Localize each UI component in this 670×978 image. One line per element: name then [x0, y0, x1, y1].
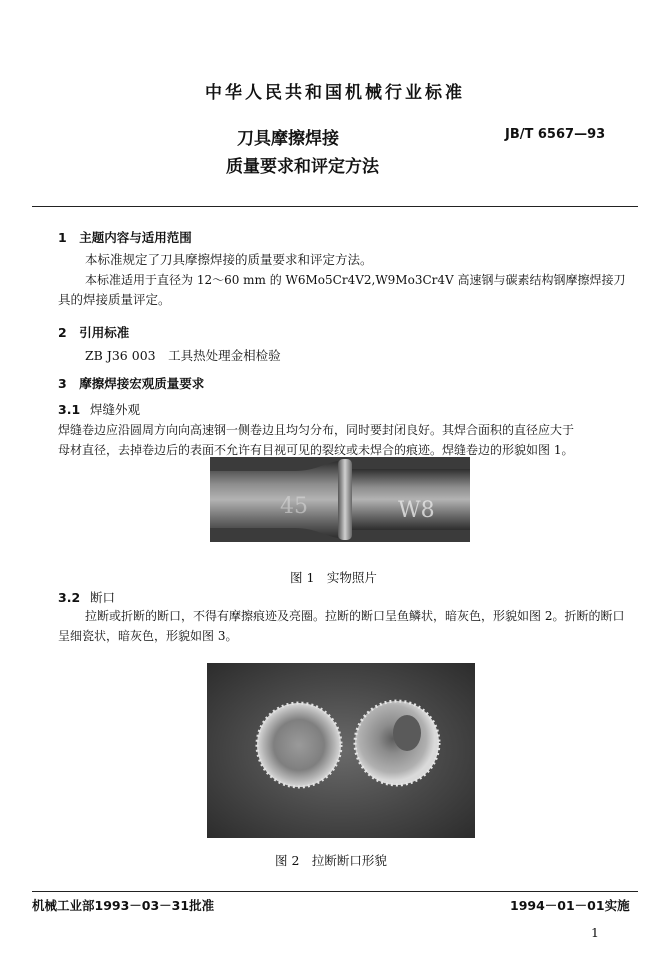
issuing-org: 中华人民共和国机械行业标准	[205, 83, 465, 103]
section-1-title: 1 主题内容与适用范围	[58, 230, 192, 245]
section-3-2-number: 3.2	[58, 590, 81, 605]
figure-2-caption: 图 2 拉断断口形貌	[275, 853, 387, 868]
figure-1-photo	[210, 457, 470, 542]
section-1-para2b: 具的焊接质量评定。	[58, 292, 171, 307]
section-3-2-title: 断口	[90, 590, 116, 605]
footer-rule	[32, 891, 638, 892]
doc-title-line2: 质量要求和评定方法	[226, 157, 379, 177]
effective-date: 1994－01－01实施	[510, 898, 630, 913]
standard-code: JB/T 6567—93	[505, 127, 606, 142]
section-3-1-number: 3.1	[58, 402, 81, 417]
section-2-reference: ZB J36 003 工具热处理金相检验	[85, 348, 281, 363]
section-3-2-para-line2: 呈细瓷状，暗灰色，形貌如图 3。	[58, 629, 238, 643]
section-3-1-title: 焊缝外观	[90, 402, 141, 417]
section-3-title: 3 摩擦焊接宏观质量要求	[58, 376, 205, 391]
section-3-2-para-line1: 拉断或折断的断口，不得有摩擦痕迹及亮圈。拉断的断口呈鱼鳞状，暗灰色，形貌如图 2。折断的断口	[85, 609, 625, 623]
bar-marking-left: 45	[280, 494, 308, 519]
section-2-title: 2 引用标准	[58, 325, 130, 340]
section-3-1-para-line1: 焊缝卷边应沿圆周方向向高速钢一侧卷边且均匀分布，同时要封闭良好。其焊合面积的直径应大于	[58, 423, 575, 437]
header-rule	[32, 206, 638, 207]
welded-bar-image	[210, 457, 470, 542]
figure-1-caption: 图 1 实物照片	[290, 570, 377, 585]
figure-2-photo	[207, 663, 475, 838]
fracture-surfaces-image	[207, 663, 475, 838]
page-number: 1	[591, 925, 599, 940]
bar-marking-right: W8	[398, 498, 435, 523]
doc-title-line1: 刀具摩擦焊接	[237, 129, 339, 149]
section-1-para2a: 本标准适用于直径为 12～60 mm 的 W6Mo5Cr4V2,W9Mo3Cr4V 高速钢与碳素结构钢摩擦焊接刀	[85, 273, 626, 287]
section-1-para1: 本标准规定了刀具摩擦焊接的质量要求和评定方法。	[85, 252, 373, 267]
approval-date: 机械工业部1993－03－31批准	[32, 898, 215, 913]
section-3-1-para-line2: 母材直径，去掉卷边后的表面不允许有目视可见的裂纹或未焊合的痕迹。焊缝卷边的形貌如图 1。	[58, 443, 574, 457]
